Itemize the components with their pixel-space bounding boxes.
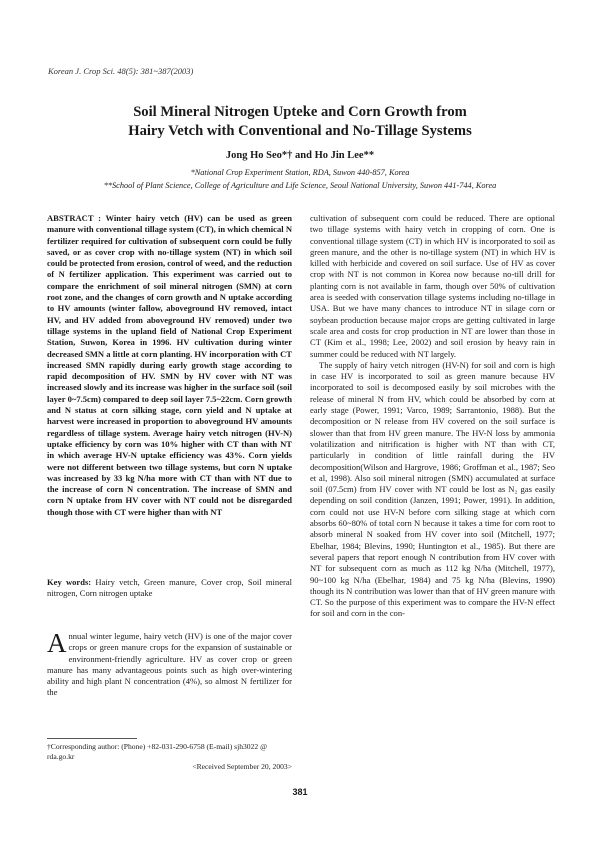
abstract-label: ABSTRACT : xyxy=(47,213,101,223)
footnote xyxy=(47,742,292,772)
keywords-label: Key words: xyxy=(47,577,92,587)
keywords-text: Hairy vetch, Green manure, Cover crop, Soil mineral nitrogen, Corn nitrogen uptake xyxy=(47,577,293,599)
footnote-rule xyxy=(47,738,137,739)
title-line-1: Soil Mineral Nitrogen Upteke and Corn Growth from xyxy=(133,104,467,120)
title-line-2: Hairy Vetch with Conventional and No-Tillage Systems xyxy=(128,123,472,139)
affiliation-2: **School of Plant Science, College of Agriculture and Life Science, Seoul National University, Suwon 441-744, Korea xyxy=(103,181,497,190)
drop-cap: A xyxy=(47,628,67,658)
abstract xyxy=(47,213,292,518)
intro-text: nnual winter legume, hairy vetch (HV) is one of the major cover crops or green manure crops for the expansion of sustainable or environment-friendly agriculture. HV as cover crop or green manure has many advantageous points such as high over-wintering ability and high plant N concentration (4%), so almost N fertilizer for the xyxy=(47,631,292,698)
corresponding-author: †Corresponding author: (Phone) +82-031-290-6758 (E-mail) sjh3022 @ rda.go.kr xyxy=(47,742,268,761)
journal-citation: Korean J. Crop Sci. 48(5): 381~387(2003) xyxy=(48,66,194,76)
keywords xyxy=(47,577,292,600)
page-number: 381 xyxy=(292,787,308,797)
right-column xyxy=(310,213,555,620)
paragraph-2: The supply of hairy vetch nitrogen (HV-N) for soil and corn is high in case HV is incorporated to soil as green manure because HV incorporated to soil is decomposed easily by soil microbes with the release of mineral N from HV, which could be absorbed by corn at early stage (Power, 1991; Varco, 1989; Sarrantonio, 1988). But the decomposition or N release from HV covered on the soil surface is slower than that from HV green manure. The HV-N loss by ammonia volatilization and nitrification is higher with NT than with CT, particularly in condition of little rainfall during the HV decomposition(Wilson and Hargrove, 1986; Groffman et al., 1987; Seo et al, 1998). Also soil mineral nitrogen (SMN) accumulated at surface soil (07.5cm) from HV cover with NT could be lost as N₂ gas easily depending on soil condition (Janzen, 1991; Power, 1991). In addition, corn could not use HV-N before corn silking stage at which corn absorbs 60~80% of total corn N because it takes a time for corn root to absorb mineral N soaked from HV cover into soil (Mitchell, 1977; Ebelhar, 1984; Blevins, 1990; Huntington et al., 1985). But there are several papers that report enough N contribution from HV cover with NT for subsequent corn as much as 112 kg N/ha (Mitchell, 1977), 90~100 kg N/ha (Ebelhar, 1984) and 75 kg N/ha (Blevins, 1990) though its N contribution was lower than that of HV green manure with CT. So the purpose of this experiment was to compare the HV-N effect for soil and corn in the con- xyxy=(310,359,555,619)
introduction xyxy=(47,628,292,699)
received-date: <Received September 20, 2003> xyxy=(192,762,292,771)
authors: Jong Ho Seo*† and Ho Jin Lee** xyxy=(225,150,375,161)
paper-title xyxy=(40,103,560,141)
affiliation-1: *National Crop Experiment Station, RDA, Suwon 440-857, Korea xyxy=(190,168,410,177)
abstract-text: Winter hairy vetch (HV) can be used as green manure with conventional tillage system (CT), in which chemical N fertilizer required for cultivation of subsequent corn could be fully saved, or as cover crop with no-tillage system (NT) in which soil could be protected from erosion, control of weed, and the reduction of N fertilizer application. This experiment was carried out to compare the enrichment of soil mineral nitrogen (SMN) at corn root zone, and the changes of corn growth and N uptake according to HV amounts (winter fallow, aboveground HV removed, intact HV, and HV added from aboveground HV removed) under two tillage systems in the upland field of National Crop Experiment Station, Suwon, Korea in 1996. HV cultivation during winter decreased SMN a little at corn planting. HV incorporation with CT increased SMN rapidly during early growth stage according to rapid decomposition of HV. SMN by HV cover with NT was increased slowly and its increase was higher in the surface soil (soil layer 0~7.5cm) compared to deep soil layer 7.5~22cm. Corn growth and N status at corn silking stage, corn yield and N uptake at harvest were increased in proportion to aboveground HV amounts regardless of tillage system. Average hairy vetch nitrogen (HV-N) uptake efficiency by corn was 10% higher with CT than with NT in which average HV-N uptake efficiency was 43%. Corn yields were not different between two tillage systems, but corn N uptake was increased by 33 kg N/ha more with CT than with NT due to the increase of corn N concentration. The increase of SMN and corn N uptake from HV cover with NT could not be disregarded though those with CT were higher than with NT xyxy=(47,213,292,517)
paragraph-1: cultivation of subsequent corn could be reduced. There are optional two tillage systems with hairy vetch in cropping of corn. One is conventional tillage system (CT) in which HV is incorporated to soil as green manure, and the other is no-tillage system (NT) in which HV is killed with herbicide and covered on soil surface. Use of HV as cover crop with NT is not common in Korea now because no-till drill for planting corn is not available in farm, though over 50% of cultivation area is seeded with conservation tillage systems including no-tillage in USA. But we have many chances to introduce NT in silage corn or soybean production because major crops are getting cultivated in large scale area and costs for crop production in NT are lower than those in CT (Kim et al., 1998; Lee, 2002) and soil erosion by heavy rain in summer could be reduced with NT largely. xyxy=(310,213,555,359)
